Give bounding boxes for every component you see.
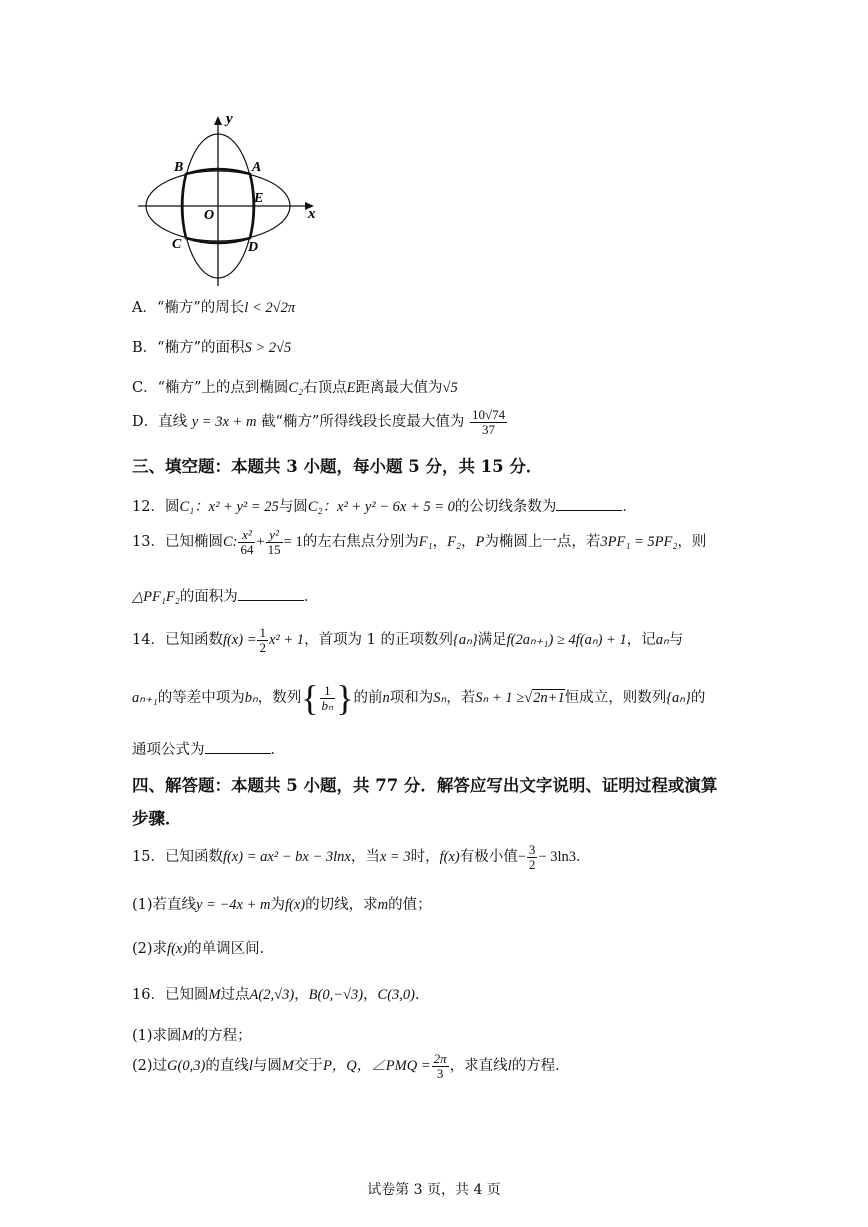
q13-c: C:: [222, 534, 238, 551]
q15-rest: − 3ln3: [538, 849, 577, 866]
q13-plus: +: [256, 534, 265, 551]
q16-p1-b: 的方程；: [193, 1028, 252, 1044]
q14-frac-den: bₙ: [321, 697, 334, 713]
page-footer: 试卷第 3 页，共 4 页: [367, 1182, 501, 1198]
q14-fx: f(x) =: [222, 632, 257, 649]
q13-text4: 为椭圆上一点，若: [484, 534, 601, 551]
q15-x3: x = 3: [379, 849, 411, 866]
q14-answer-blank[interactable]: [205, 739, 271, 754]
q14-sn-ineq: Sₙ + 1 ≥: [475, 690, 525, 706]
q16-m: M: [208, 987, 221, 1003]
q14-line2-t1: 的等差中项为: [157, 690, 245, 706]
q13-text3: ，: [461, 534, 476, 551]
q14-line2-t2: ，数列: [257, 690, 302, 706]
q16-p2-f: 的方程．: [511, 1058, 570, 1075]
q12-text1: 12．圆: [132, 499, 180, 515]
q16-c1: ，: [294, 987, 309, 1003]
question-15: [132, 843, 591, 871]
question-15-part2: [132, 937, 274, 958]
q13-text2: 的左右焦点分别为: [302, 534, 419, 551]
q13-frac1: [238, 528, 255, 556]
option-c-c2: C₂: [288, 380, 304, 396]
y-axis-label: y: [226, 111, 233, 127]
q16-pb: B(0,−√3): [308, 987, 364, 1003]
q14-an2: aₙ: [655, 632, 669, 649]
q13-p: P: [475, 534, 485, 551]
q13-text1: 13．已知椭圆: [132, 534, 223, 551]
q15-fx: f(x) = ax² − bx − 3lnx: [222, 849, 351, 866]
q15-p1-m: m: [377, 897, 389, 913]
q14-line2-t4: 项和为: [389, 690, 434, 706]
q14-right-brace: }: [336, 678, 354, 718]
question-14-line2: [132, 680, 705, 716]
origin-label: O: [204, 208, 215, 223]
q14-end: ．: [270, 742, 285, 758]
q15-p1-line: y = −4x + m: [196, 897, 271, 913]
q14-half-num: 1: [259, 625, 266, 640]
q14-text1: 14．已知函数: [132, 632, 223, 649]
option-c-mid: 右顶点: [303, 380, 347, 396]
q13-cond: 3PF₁ = 5PF₂: [600, 534, 678, 551]
point-a-label: A: [252, 160, 262, 175]
option-c: [132, 376, 458, 397]
q15-fx2: f(x): [439, 849, 460, 866]
q13-eq: = 1: [283, 534, 303, 551]
option-d-text: D．直线: [132, 414, 188, 431]
q14-frac-num: 1: [320, 684, 336, 699]
q14-sqrt-sign: √: [524, 690, 533, 706]
q14-line2-t3: 的前: [353, 690, 383, 706]
q14-sn: Sₙ: [433, 690, 447, 706]
q15-text1: 15．已知函数: [132, 849, 223, 866]
q14-text3: 满足: [477, 632, 507, 649]
q12-answer-blank[interactable]: [556, 496, 622, 511]
q16-text2: 过点: [220, 987, 250, 1003]
question-15-part1: [132, 893, 432, 914]
question-16: [132, 983, 430, 1004]
q14-left-brace: {: [301, 678, 319, 718]
q13-triangle: △PF₁F₂: [132, 589, 180, 605]
q15-p1-c: 的切线，求: [305, 897, 378, 913]
q13-frac2-num: y²: [266, 528, 283, 543]
q15-p1-fx: f(x): [285, 897, 306, 913]
q12-text2: 与圆: [278, 499, 308, 515]
point-d-label: D: [248, 240, 259, 255]
q15-p2-fx: f(x): [167, 941, 188, 957]
option-d: [132, 408, 508, 436]
q12-c1: C₁: [179, 499, 195, 515]
q14-line2-t5: ，若: [446, 690, 476, 706]
q16-p2-angle: ∠PMQ =: [371, 1058, 431, 1075]
question-12: [132, 495, 637, 516]
option-c-text: C．“椭方”上的点到椭圆: [132, 380, 289, 396]
section-3-title: 三、填空题：本题共 3 小题，每小题 5 分，共 15 分．: [132, 457, 543, 476]
question-14: [132, 626, 683, 654]
q16-c2: ，: [363, 987, 378, 1003]
x-axis-label: x: [308, 206, 316, 222]
q15-p1-d: 的值；: [388, 897, 432, 913]
question-13-line2: [132, 585, 318, 606]
option-d-den: 37: [482, 421, 496, 437]
option-a: [132, 296, 295, 317]
q12-eq2: ：x² + y² − 6x + 5 = 0: [322, 499, 455, 515]
q16-p2-l: l: [248, 1058, 253, 1075]
q16-p1-m: M: [181, 1028, 194, 1044]
q13-frac1-num: x²: [238, 528, 255, 543]
coordinate-graph: [130, 108, 330, 288]
q13-f2: F₂: [447, 534, 462, 551]
q16-frac-num: 2π: [433, 1051, 447, 1066]
q13-frac1-den: 64: [240, 541, 254, 557]
q14-an1: aₙ₊₁: [132, 690, 158, 706]
q16-end: ．: [415, 987, 430, 1003]
q16-frac-den: 3: [436, 1065, 444, 1081]
q15-text3: 时，: [410, 849, 440, 866]
q13-f1: F₁: [418, 534, 433, 551]
point-b-label: B: [174, 160, 184, 175]
q15-p2-b: 的单调区间．: [187, 941, 275, 957]
q13-text5: ，则: [677, 534, 707, 551]
q15-text4: 有极小值: [459, 849, 518, 866]
q15-frac-den: 2: [528, 856, 536, 872]
q16-p2-m: M: [281, 1058, 294, 1075]
q16-text1: 16．已知圆: [132, 987, 209, 1003]
q14-ineq: f(2aₙ₊₁) ≥ 4f(aₙ) + 1: [506, 632, 627, 649]
q13-line2-text: 的面积为: [179, 589, 238, 605]
question-13: [132, 528, 706, 556]
option-b: [132, 336, 291, 357]
q13-frac2-den: 15: [267, 541, 281, 557]
q16-pc: C(3,0): [377, 987, 416, 1003]
option-a-text: A．“椭方”的周长: [132, 300, 245, 316]
q16-p2-a: (2)过: [132, 1058, 168, 1075]
q14-line3: 通项公式为: [132, 742, 205, 758]
question-14-line3: [132, 738, 285, 759]
q14-line2-t6: 恒成立，则数列: [564, 690, 667, 706]
q12-c2: C₂: [307, 499, 323, 515]
q16-p1-a: (1)求圆: [132, 1028, 182, 1044]
q16-p2-e: ，求直线: [449, 1058, 508, 1075]
q14-half: [257, 626, 268, 654]
q15-p2-a: (2)求: [132, 941, 168, 957]
q13-frac2: [266, 528, 283, 556]
q15-frac-num: 3: [528, 842, 536, 857]
q14-text2: ，首项为 1 的正项数列: [304, 632, 454, 649]
q16-p2-g: G(0,3): [167, 1058, 206, 1075]
q16-p2-d: 交于: [293, 1058, 323, 1075]
ellipse-figure: [130, 108, 330, 288]
q16-p2-pq: P，Q，: [322, 1058, 372, 1075]
point-c-label: C: [172, 237, 182, 252]
option-d-math: y = 3x + m: [191, 414, 257, 431]
option-d-num: 10√74: [471, 407, 506, 422]
q15-end: ．: [576, 849, 591, 866]
option-c-math: √5: [442, 380, 458, 396]
option-c-suffix: 距离最大值为: [355, 380, 443, 396]
q13-answer-blank[interactable]: [238, 586, 304, 601]
q15-p1-a: (1)若直线: [132, 897, 197, 913]
q16-p2-b: 的直线: [205, 1058, 249, 1075]
q14-text4: ，记: [626, 632, 656, 649]
option-a-math: l < 2√2π: [244, 300, 296, 316]
option-b-text: B．“椭方”的面积: [132, 340, 245, 356]
q13-comma: ，: [432, 534, 448, 551]
q14-sqrt-root: 2n+1: [533, 690, 565, 706]
q12-end: ．: [622, 499, 637, 515]
section-4-title-line2: 步骤．: [132, 809, 182, 828]
q14-half-den: 2: [259, 639, 266, 655]
q15-p1-b: 为: [270, 897, 285, 913]
q15-minus: −: [517, 849, 526, 866]
q12-text3: 的公切线条数为: [454, 499, 557, 515]
question-16-part2: [132, 1052, 570, 1080]
option-b-math: S > 2√5: [244, 340, 292, 356]
point-e-label: E: [254, 191, 264, 206]
q16-p2-c: 与圆: [252, 1058, 282, 1075]
q15-text2: ，当: [350, 849, 380, 866]
q16-pa: A(2,√3): [249, 987, 295, 1003]
q14-an3: {aₙ}: [666, 690, 691, 706]
q12-eq1: ：x² + y² = 25: [194, 499, 279, 515]
q16-p2-l2: l: [507, 1058, 512, 1075]
q16-frac: [432, 1052, 449, 1080]
option-c-e: E: [346, 380, 356, 396]
q13-end: ．: [303, 589, 319, 605]
q15-frac: [527, 843, 538, 871]
question-16-part1: [132, 1024, 252, 1045]
q14-frac: [320, 684, 336, 712]
option-d-fraction: [470, 408, 507, 436]
q14-fx-rest: x² + 1: [268, 632, 305, 649]
option-d-mid: 截“椭方”所得线段长度最大值为: [261, 414, 465, 431]
q14-an: {aₙ}: [453, 632, 478, 649]
q14-bn: bₙ: [244, 690, 258, 706]
q14-text5: 与: [668, 632, 684, 649]
q14-n: n: [382, 690, 390, 706]
q14-line2-t7: 的: [690, 690, 706, 706]
section-4-title: 四、解答题：本题共 5 小题，共 77 分．解答应写出文字说明、证明过程或演算: [132, 776, 718, 795]
